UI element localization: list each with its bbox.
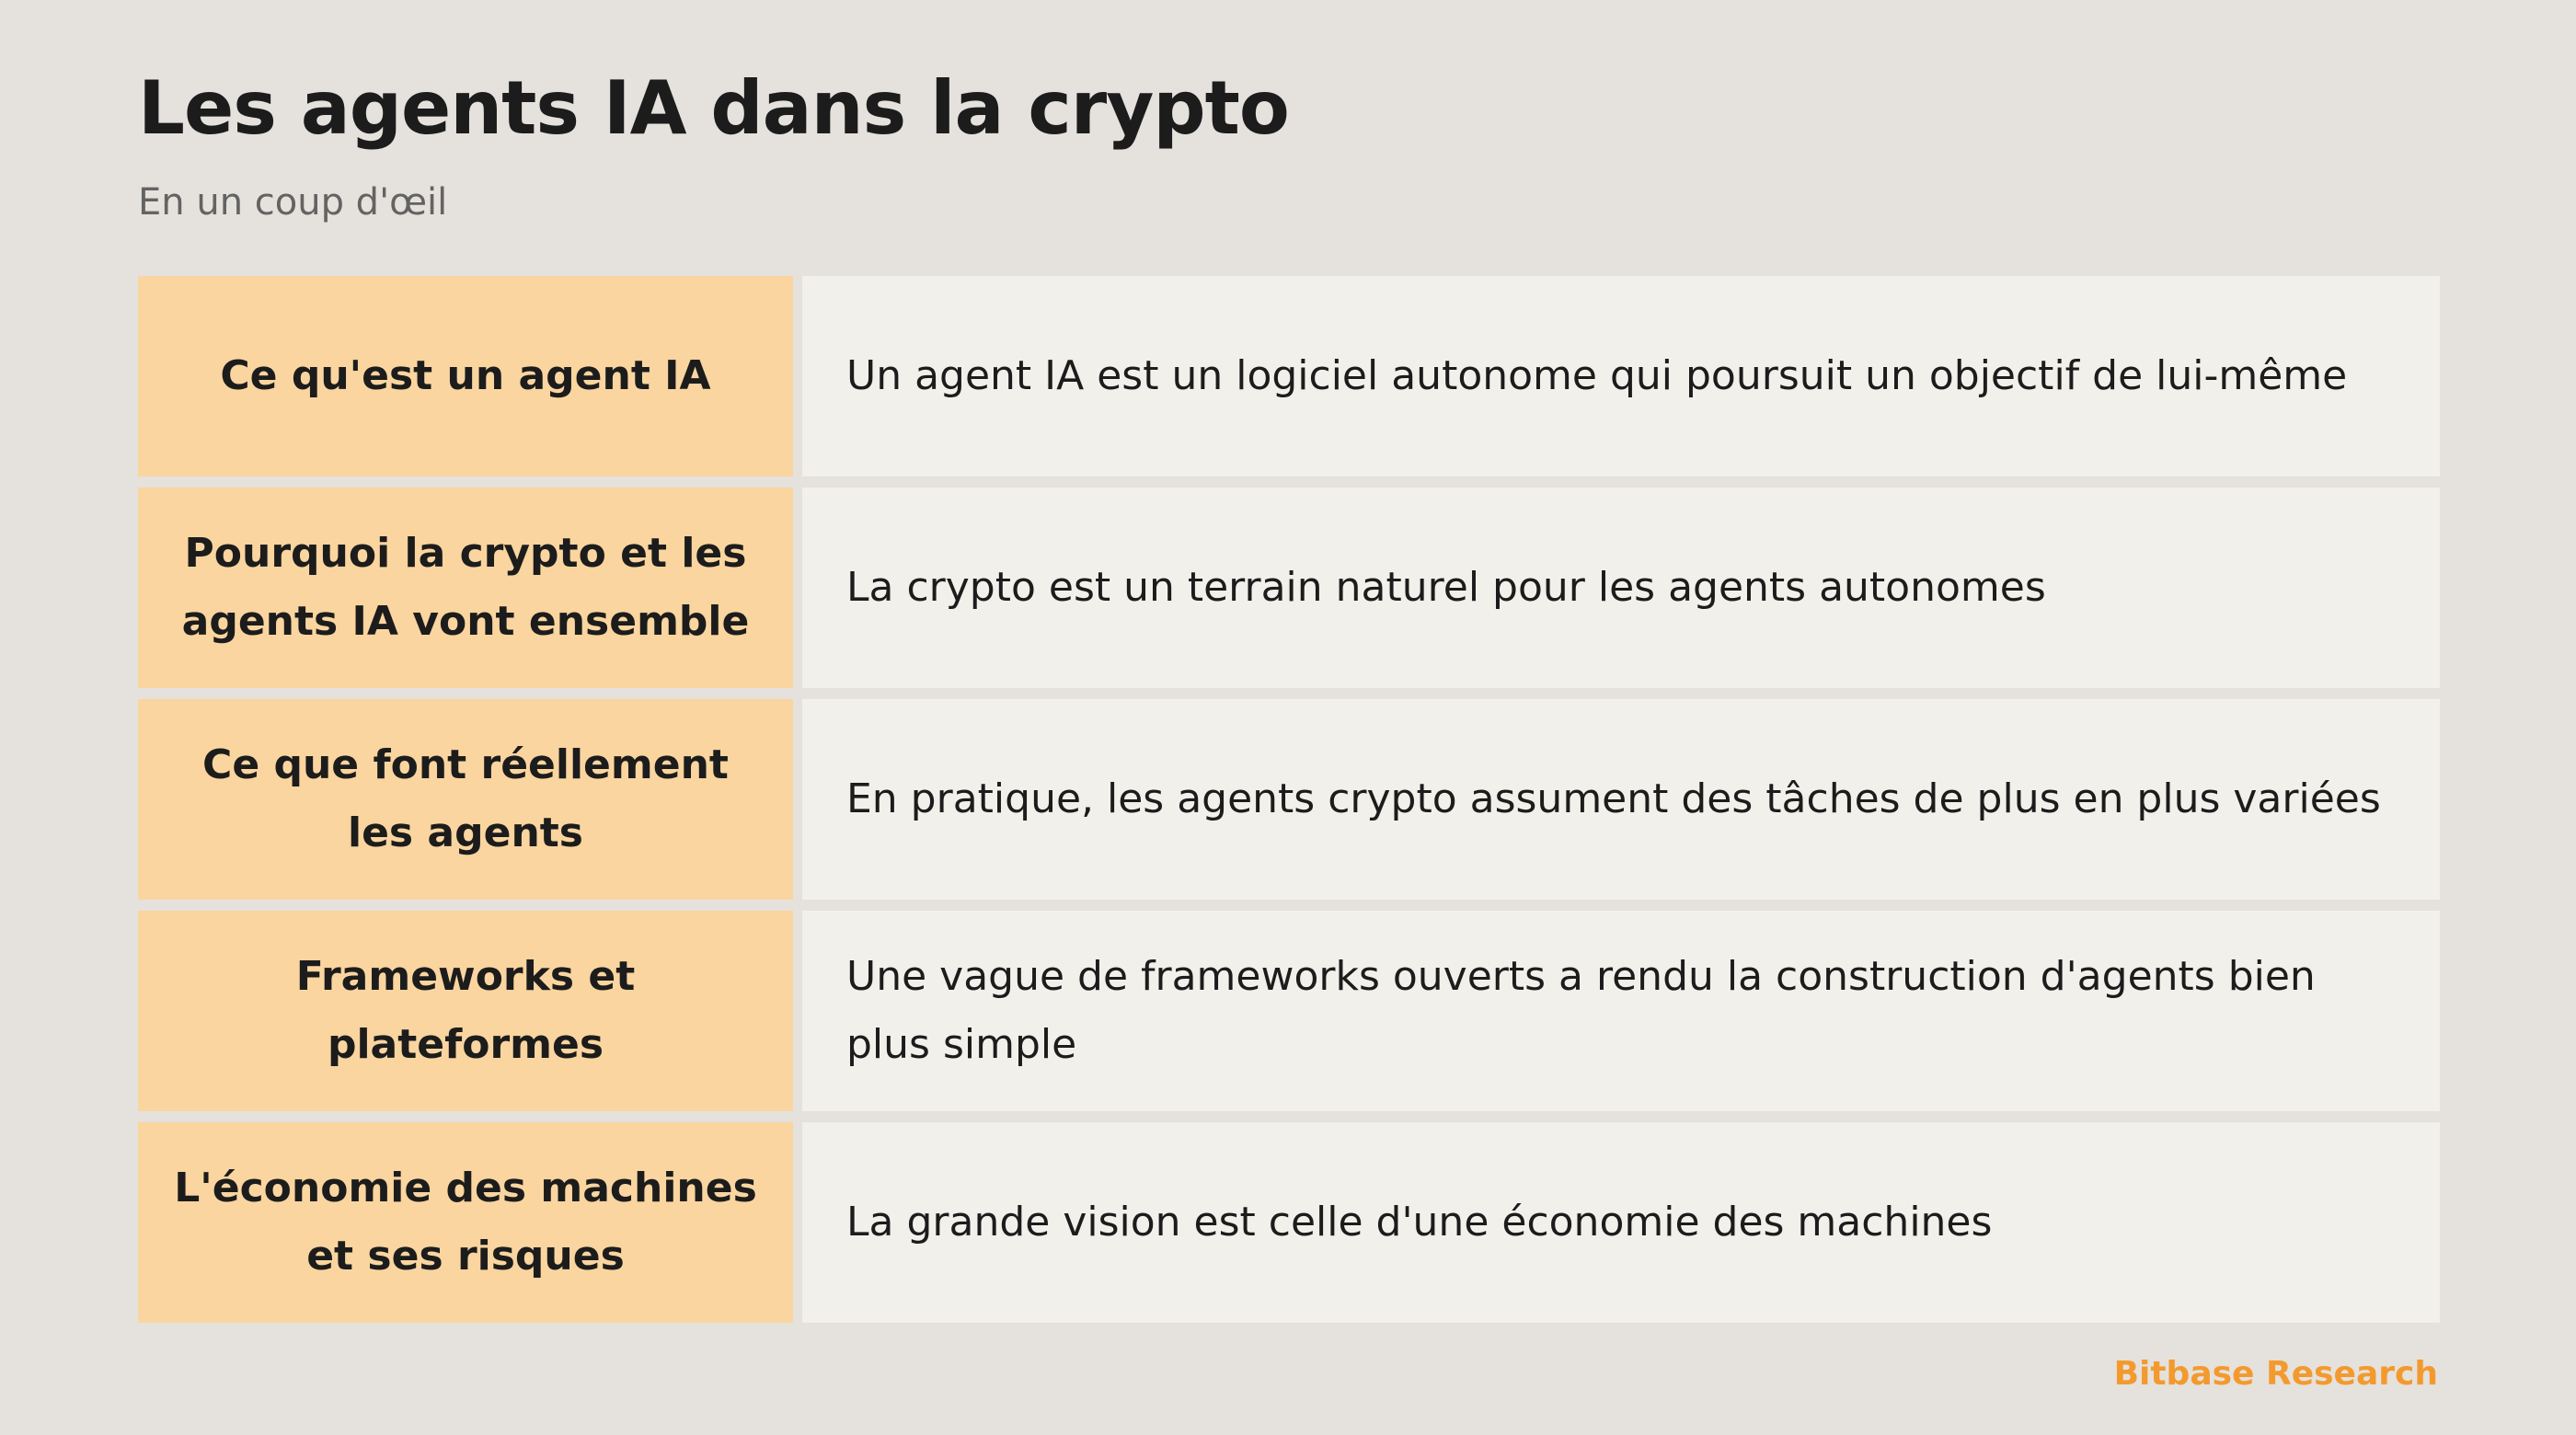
row-label: L'économie des machines et ses risques — [174, 1165, 757, 1280]
row-description: La grande vision est celle d'une économie des machines — [846, 1199, 1993, 1246]
page-title: Les agents IA dans la crypto — [138, 65, 1289, 151]
summary-table — [138, 276, 2440, 1323]
row-description-cell — [802, 1122, 2440, 1323]
row-description-cell — [802, 699, 2440, 900]
row-label: Ce qu'est un agent IA — [220, 352, 711, 399]
row-description: Un agent IA est un logiciel autonome qui poursuit un objectif de lui-même — [846, 352, 2348, 399]
row-label-cell — [138, 911, 793, 1111]
row-label-cell — [138, 276, 793, 476]
row-label: Pourquoi la crypto et les agents IA vont ensemble — [181, 530, 750, 645]
row-description-cell — [802, 488, 2440, 688]
row-label: Ce que font réellement les agents — [202, 741, 729, 856]
row-label-cell — [138, 699, 793, 900]
page-subtitle: En un coup d'œil — [138, 181, 448, 224]
row-description: En pratique, les agents crypto assument des tâches de plus en plus variées — [846, 775, 2381, 822]
row-description-cell — [802, 911, 2440, 1111]
row-description-cell — [802, 276, 2440, 476]
row-label: Frameworks et plateformes — [295, 953, 636, 1068]
brand-footer: Bitbase Research — [2113, 1355, 2438, 1393]
row-description: La crypto est un terrain naturel pour les agents autonomes — [846, 564, 2046, 611]
row-label-cell — [138, 1122, 793, 1323]
row-label-cell — [138, 488, 793, 688]
row-description: Une vague de frameworks ouverts a rendu la construction d'agents bien plus simple — [846, 953, 2316, 1068]
